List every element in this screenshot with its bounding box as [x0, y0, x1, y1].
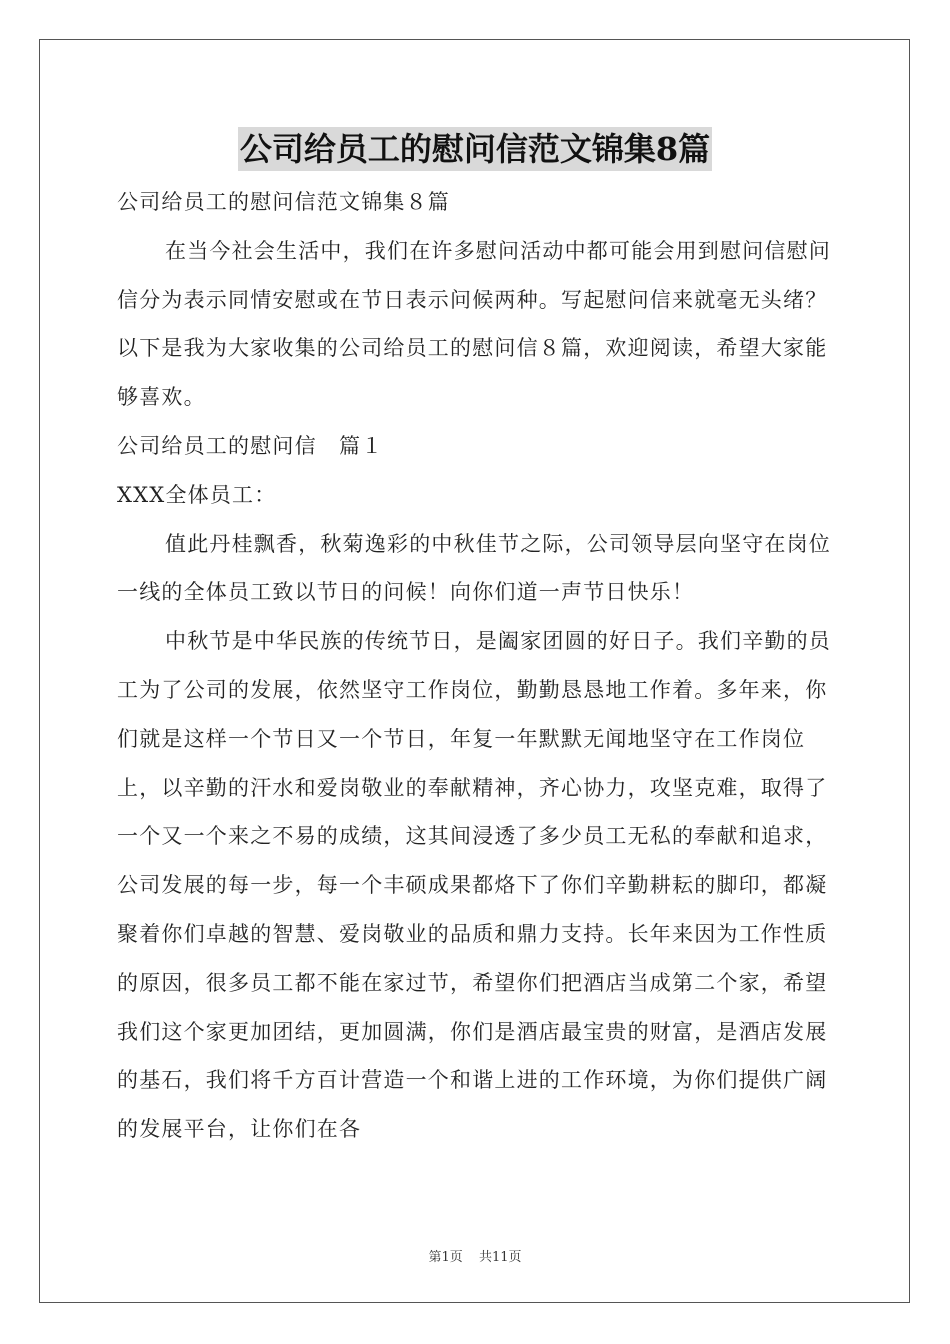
body-paragraph: 值此丹桂飘香，秋菊逸彩的中秋佳节之际，公司领导层向坚守在岗位一线的全体员工致以节日的问候！向你们道一声节日快乐！	[117, 531, 831, 605]
page-number: 第1页	[428, 1250, 463, 1265]
page-total: 共11页	[478, 1250, 522, 1265]
section-heading: 公司给员工的慰问信 篇１	[117, 433, 384, 458]
title-container	[0, 127, 950, 171]
page-footer	[0, 1246, 950, 1265]
document-body	[117, 178, 837, 1154]
subtitle-line: 公司给员工的慰问信范文锦集８篇	[117, 190, 450, 214]
body-paragraph: 中秋节是中华民族的传统节日，是阖家团圆的好日子。我们辛勤的员工为了公司的发展，依然坚守工作岗位，勤勤恳恳地工作着。多年来，你们就是这样一个节日又一个节日，年复一年默默无闻地坚守在工作岗位上，以辛勤的汗水和爱岗敬业的奉献精神，齐心协力，攻坚克难，取得了一个又一个来之不易的成绩，这其间浸透了多少员工无私的奉献和追求，公司发展的每一步，每一个丰硕成果都烙下了你们辛勤耕耘的脚印，都凝聚着你们卓越的智慧、爱岗敬业的品质和鼎力支持。长年来因为工作性质的原因，很多员工都不能在家过节，希望你们把酒店当成第二个家，希望我们这个家更加团结，更加圆满，你们是酒店最宝贵的财富，是酒店发展的基石，我们将千方百计营造一个和谐上进的工作环境，为你们提供广阔的发展平台，让你们在各	[117, 629, 831, 1142]
intro-paragraph: 在当今社会生活中，我们在许多慰问活动中都可能会用到慰问信慰问信分为表示同情安慰或在节日表示问候两种。写起慰问信来就毫无头绪？以下是我为大家收集的公司给员工的慰问信８篇，欢迎阅读，希望大家能够喜欢。	[117, 238, 831, 410]
document-title: 公司给员工的慰问信范文锦集8篇	[238, 127, 712, 171]
salutation: XXX全体员工：	[117, 482, 277, 507]
